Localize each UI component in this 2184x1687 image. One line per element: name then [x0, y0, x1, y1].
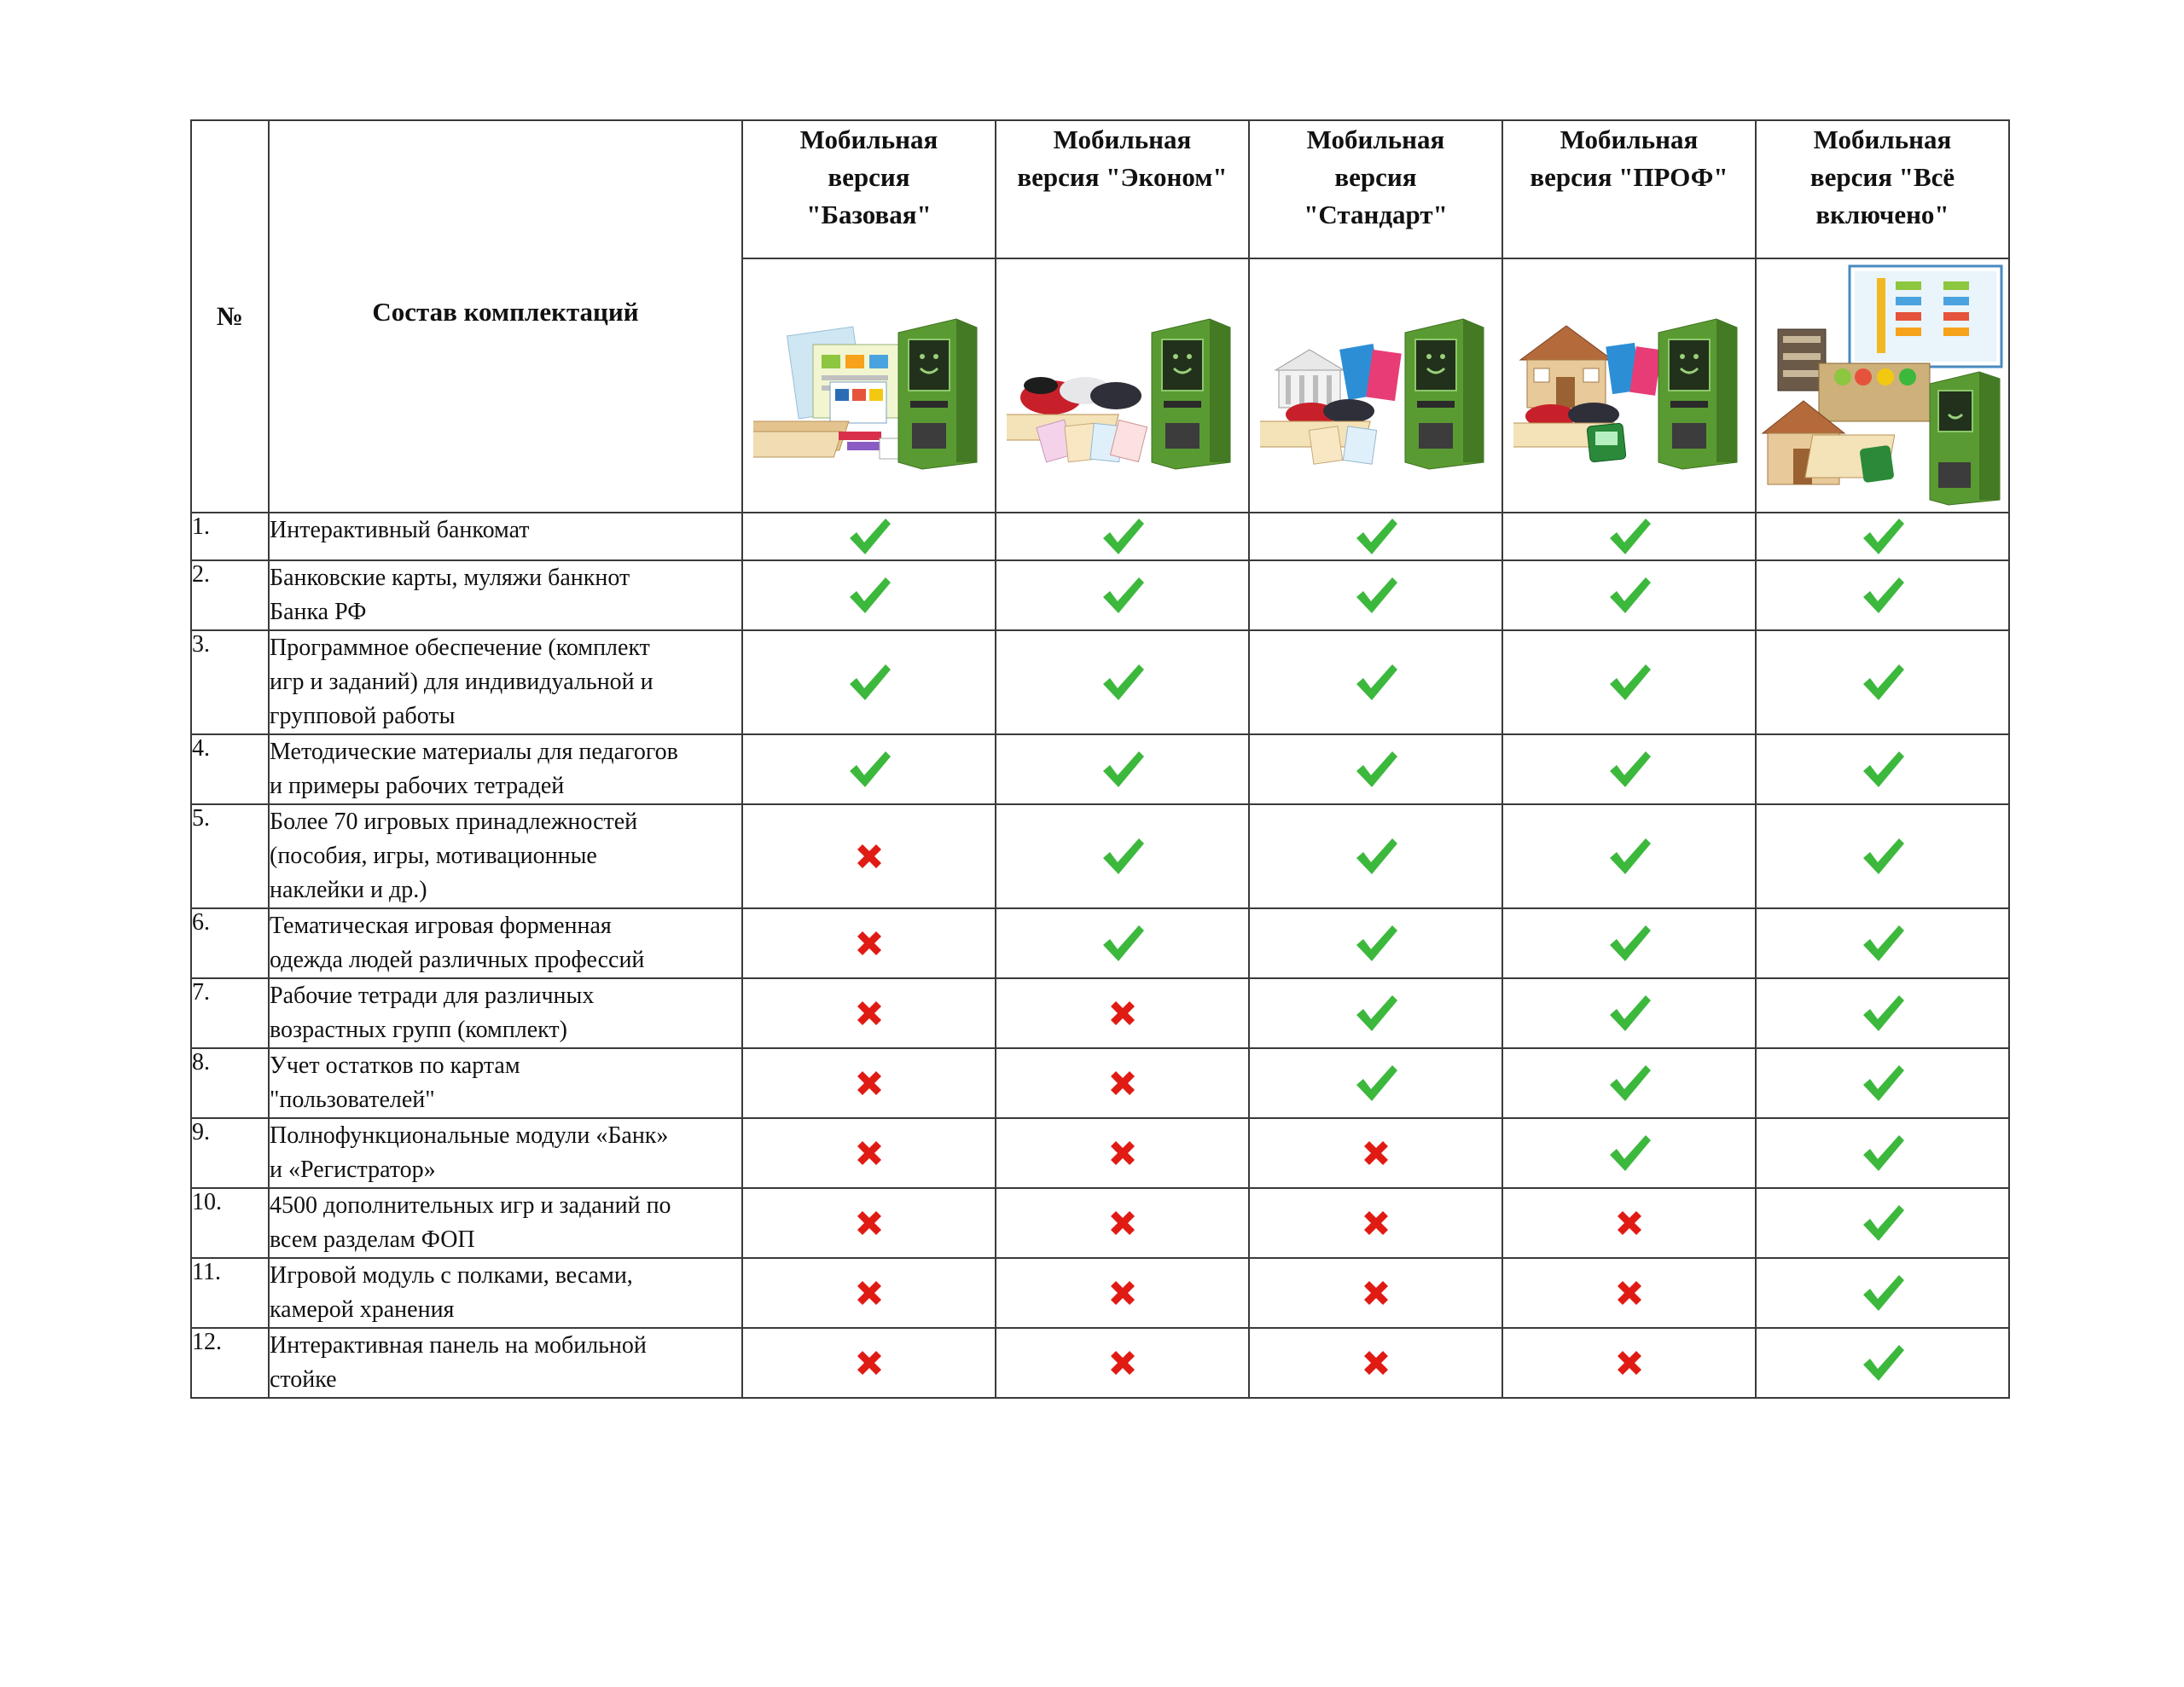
version-header-line: "Стандарт" [1304, 200, 1448, 229]
included-cell [1249, 734, 1502, 804]
row-number: 1. [191, 513, 269, 560]
check-icon [1860, 515, 1906, 558]
row-number: 9. [191, 1118, 269, 1188]
included-cell [1756, 630, 2009, 734]
feature-line: 4500 дополнительных игр и заданий по [270, 1192, 671, 1219]
excluded-cell [742, 1048, 996, 1118]
cross-icon [852, 1276, 886, 1310]
version-header-line: версия "Эконом" [1017, 162, 1228, 192]
check-icon [1100, 922, 1146, 965]
included-cell [742, 560, 996, 630]
row-number: 11. [191, 1258, 269, 1328]
version-header [996, 120, 1249, 258]
row-number: 7. [191, 978, 269, 1048]
version-header-line: версия "Всё [1809, 162, 1955, 192]
included-cell [1502, 513, 1756, 560]
feature-line: и примеры рабочих тетрадей [270, 773, 565, 799]
included-cell [1249, 978, 1502, 1048]
number-column-header: № [191, 120, 269, 513]
check-icon [1860, 835, 1906, 878]
excluded-cell [742, 1188, 996, 1258]
included-cell [1756, 908, 2009, 978]
included-cell [1502, 734, 1756, 804]
excluded-cell [1502, 1258, 1756, 1328]
included-cell [1502, 804, 1756, 908]
included-cell [1756, 978, 2009, 1048]
included-cell [1249, 908, 1502, 978]
included-cell [1756, 1048, 2009, 1118]
included-cell [742, 630, 996, 734]
excluded-cell [996, 1188, 1249, 1258]
standard-kit-image [1260, 295, 1492, 476]
excluded-cell [996, 1118, 1249, 1188]
feature-text [269, 734, 742, 804]
cross-icon [1106, 1346, 1140, 1380]
version-header [1502, 120, 1756, 258]
cross-icon [1106, 1066, 1140, 1100]
table-row [191, 908, 2009, 978]
feature-line: одежда людей различных профессий [270, 947, 645, 973]
feature-line: наклейки и др.) [270, 877, 427, 903]
check-icon [1100, 515, 1146, 558]
included-cell [1756, 1118, 2009, 1188]
excluded-cell [1249, 1188, 1502, 1258]
row-number: 6. [191, 908, 269, 978]
cross-icon [1106, 1136, 1140, 1170]
feature-text [269, 513, 742, 560]
excluded-cell [1249, 1118, 1502, 1188]
table-row [191, 1328, 2009, 1398]
excluded-cell [996, 1048, 1249, 1118]
version-header-line: включено" [1815, 200, 1949, 229]
included-cell [1502, 1048, 1756, 1118]
check-icon [1100, 574, 1146, 617]
excluded-cell [742, 1258, 996, 1328]
check-icon [1353, 835, 1399, 878]
version-header-line: версия [1334, 162, 1417, 192]
version-header-line: версия [828, 162, 910, 192]
feature-line: Рабочие тетради для различных [270, 983, 595, 1009]
version-header [1249, 120, 1502, 258]
version-header [1756, 120, 2009, 258]
version-header-line: "Базовая" [806, 200, 932, 229]
feature-line: игр и заданий) для индивидуальной и [270, 669, 653, 695]
cross-icon [852, 1066, 886, 1100]
check-icon [1606, 515, 1653, 558]
check-icon [1353, 515, 1399, 558]
included-cell [1756, 1258, 2009, 1328]
feature-line: Более 70 игровых принадлежностей [270, 809, 638, 835]
included-cell [1502, 1118, 1756, 1188]
included-cell [996, 734, 1249, 804]
check-icon [1606, 574, 1653, 617]
excluded-cell [996, 978, 1249, 1048]
base-kit-image [753, 295, 985, 476]
check-icon [1860, 1132, 1906, 1174]
check-icon [1353, 992, 1399, 1035]
feature-line: Игровой модуль с полками, весами, [270, 1262, 633, 1289]
cross-icon [852, 839, 886, 873]
table-row [191, 1048, 2009, 1118]
check-icon [846, 515, 892, 558]
included-cell [742, 513, 996, 560]
table-row [191, 560, 2009, 630]
check-icon [1860, 574, 1906, 617]
version-header-line: Мобильная [1813, 125, 1952, 154]
included-cell [996, 630, 1249, 734]
kit-image-cell [996, 258, 1249, 513]
cross-icon [1359, 1346, 1393, 1380]
check-icon [1860, 922, 1906, 965]
check-icon [1353, 922, 1399, 965]
feature-column-header: Состав комплектаций [269, 120, 742, 513]
included-cell [1249, 1048, 1502, 1118]
version-header-line: Мобильная [799, 125, 938, 154]
cross-icon [852, 926, 886, 960]
check-icon [1353, 748, 1399, 791]
cross-icon [1359, 1276, 1393, 1310]
cross-icon [1612, 1276, 1647, 1310]
header-row [191, 120, 2009, 258]
excluded-cell [1249, 1328, 1502, 1398]
check-icon [1606, 992, 1653, 1035]
all-inclusive-kit-image [1761, 264, 2005, 507]
kit-image-cell [1502, 258, 1756, 513]
check-icon [1100, 661, 1146, 704]
check-icon [1606, 922, 1653, 965]
check-icon [1100, 748, 1146, 791]
check-icon [1860, 661, 1906, 704]
cross-icon [1612, 1206, 1647, 1240]
included-cell [1502, 560, 1756, 630]
included-cell [1249, 804, 1502, 908]
table-row [191, 978, 2009, 1048]
cross-icon [852, 1136, 886, 1170]
feature-text [269, 1328, 742, 1398]
included-cell [1756, 1188, 2009, 1258]
check-icon [1353, 1062, 1399, 1104]
check-icon [1860, 1342, 1906, 1384]
check-icon [1606, 1132, 1653, 1174]
comparison-table [190, 119, 2010, 1399]
included-cell [1249, 630, 1502, 734]
included-cell [1756, 560, 2009, 630]
cross-icon [1106, 1206, 1140, 1240]
check-icon [1100, 835, 1146, 878]
prof-kit-image [1513, 295, 1745, 476]
table-row [191, 1258, 2009, 1328]
check-icon [1353, 574, 1399, 617]
check-icon [1860, 1272, 1906, 1314]
feature-text [269, 908, 742, 978]
feature-text [269, 560, 742, 630]
row-number: 12. [191, 1328, 269, 1398]
cross-icon [852, 996, 886, 1030]
excluded-cell [742, 978, 996, 1048]
included-cell [1249, 513, 1502, 560]
check-icon [846, 748, 892, 791]
row-number: 5. [191, 804, 269, 908]
feature-line: камерой хранения [270, 1296, 455, 1323]
included-cell [1756, 513, 2009, 560]
check-icon [846, 574, 892, 617]
feature-line: Программное обеспечение (комплект [270, 635, 650, 661]
included-cell [996, 513, 1249, 560]
table-row [191, 1118, 2009, 1188]
excluded-cell [742, 908, 996, 978]
included-cell [996, 908, 1249, 978]
row-number: 4. [191, 734, 269, 804]
cross-icon [1612, 1346, 1647, 1380]
table-row [191, 804, 2009, 908]
excluded-cell [742, 804, 996, 908]
included-cell [1756, 804, 2009, 908]
version-header-line: Мобильная [1053, 125, 1192, 154]
econom-kit-image [1007, 295, 1239, 476]
table-row [191, 513, 2009, 560]
excluded-cell [742, 1328, 996, 1398]
cross-icon [1359, 1206, 1393, 1240]
feature-line: (пособия, игры, мотивационные [270, 843, 597, 869]
cross-icon [1106, 996, 1140, 1030]
feature-line: групповой работы [270, 703, 456, 729]
included-cell [1756, 734, 2009, 804]
included-cell [1502, 978, 1756, 1048]
cross-icon [1106, 1276, 1140, 1310]
feature-line: Методические материалы для педагогов [270, 739, 678, 765]
feature-line: Банковские карты, муляжи банкнот [270, 565, 630, 591]
feature-line: "пользователей" [270, 1087, 435, 1113]
feature-line: Полнофункциональные модули «Банк» [270, 1122, 669, 1149]
included-cell [1502, 908, 1756, 978]
kit-image-cell [1249, 258, 1502, 513]
feature-text [269, 1118, 742, 1188]
table-row [191, 734, 2009, 804]
feature-text [269, 1048, 742, 1118]
feature-line: Интерактивная панель на мобильной [270, 1332, 647, 1359]
version-header-line: Мобильная [1306, 125, 1445, 154]
version-header [742, 120, 996, 258]
row-number: 2. [191, 560, 269, 630]
included-cell [996, 560, 1249, 630]
included-cell [1249, 560, 1502, 630]
excluded-cell [1502, 1188, 1756, 1258]
included-cell [1502, 630, 1756, 734]
table-row [191, 1188, 2009, 1258]
excluded-cell [742, 1118, 996, 1188]
excluded-cell [996, 1258, 1249, 1328]
kit-image-cell [1756, 258, 2009, 513]
kit-image-cell [742, 258, 996, 513]
feature-text [269, 978, 742, 1048]
excluded-cell [1502, 1328, 1756, 1398]
feature-line: Банка РФ [270, 599, 367, 625]
check-icon [1606, 748, 1653, 791]
row-number: 3. [191, 630, 269, 734]
row-number: 8. [191, 1048, 269, 1118]
check-icon [1860, 1202, 1906, 1244]
check-icon [1353, 661, 1399, 704]
cross-icon [852, 1346, 886, 1380]
check-icon [1606, 1062, 1653, 1104]
check-icon [1606, 835, 1653, 878]
feature-text [269, 630, 742, 734]
feature-line: всем разделам ФОП [270, 1226, 475, 1253]
feature-line: стойке [270, 1366, 337, 1393]
feature-text [269, 1188, 742, 1258]
version-header-line: Мобильная [1560, 125, 1699, 154]
feature-text [269, 1258, 742, 1328]
excluded-cell [1249, 1258, 1502, 1328]
excluded-cell [996, 1328, 1249, 1398]
cross-icon [852, 1206, 886, 1240]
table-row [191, 630, 2009, 734]
cross-icon [1359, 1136, 1393, 1170]
check-icon [1606, 661, 1653, 704]
check-icon [846, 661, 892, 704]
check-icon [1860, 1062, 1906, 1104]
check-icon [1860, 748, 1906, 791]
feature-line: Интерактивный банкомат [270, 517, 530, 543]
check-icon [1860, 992, 1906, 1035]
feature-text [269, 804, 742, 908]
version-header-line: версия "ПРОФ" [1530, 162, 1728, 192]
row-number: 10. [191, 1188, 269, 1258]
included-cell [742, 734, 996, 804]
feature-line: и «Регистратор» [270, 1157, 436, 1183]
included-cell [1756, 1328, 2009, 1398]
table-body [191, 513, 2009, 1398]
feature-line: Тематическая игровая форменная [270, 913, 612, 939]
feature-line: возрастных групп (комплект) [270, 1017, 567, 1043]
feature-line: Учет остатков по картам [270, 1052, 520, 1079]
included-cell [996, 804, 1249, 908]
